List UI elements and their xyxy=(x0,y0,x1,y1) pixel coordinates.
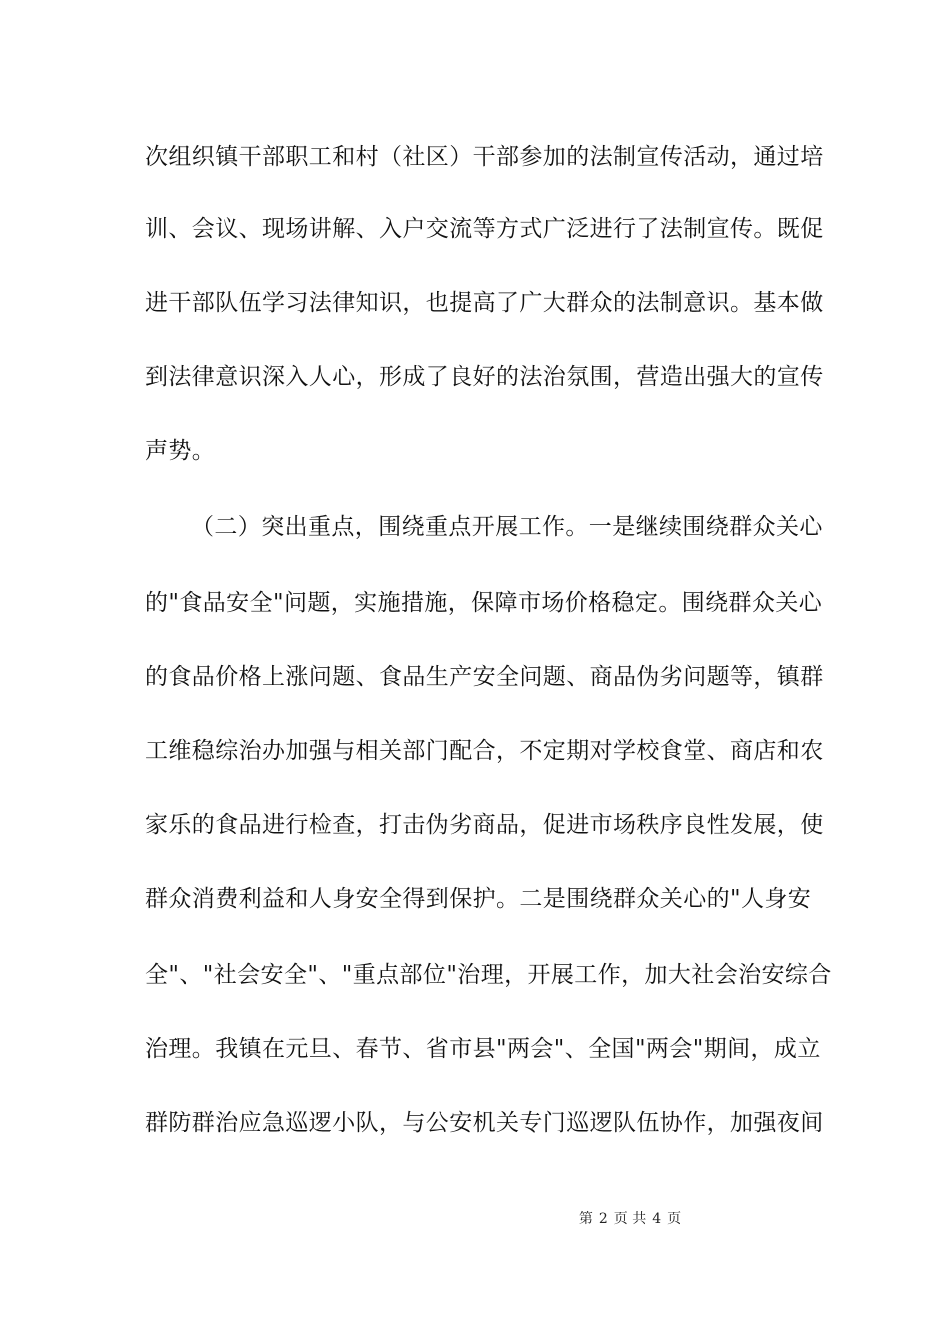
footer-prefix: 第 xyxy=(578,1211,593,1227)
body-line-2: 训、会议、现场讲解、入户交流等方式广泛进行了法制宣传。既促 xyxy=(145,216,824,242)
footer-suffix: 页 xyxy=(667,1211,682,1227)
body-line-7: 的"食品安全"问题，实施措施，保障市场价格稳定。围绕群众关心 xyxy=(145,590,823,616)
body-line-3: 进干部队伍学习法律知识，也提高了广大群众的法制意识。基本做 xyxy=(145,290,824,316)
paragraph-2-first-line: （二）突出重点，围绕重点开展工作。一是继续围绕群众关心 xyxy=(191,514,823,540)
body-line-11: 群众消费利益和人身安全得到保护。二是围绕群众关心的"人身安 xyxy=(145,886,812,912)
page-number xyxy=(155,1210,950,1228)
body-line-13: 治理。我镇在元旦、春节、省市县"两会"、全国"两会"期间，成立 xyxy=(145,1036,821,1062)
body-line-10: 家乐的食品进行检查，打击伪劣商品，促进市场秩序良性发展，使 xyxy=(145,812,824,838)
body-line-12: 全"、"社会安全"、"重点部位"治理，开展工作，加大社会治安综合 xyxy=(145,962,832,988)
body-line-4: 到法律意识深入人心，形成了良好的法治氛围，营造出强大的宣传 xyxy=(145,364,824,390)
page-footer xyxy=(0,1210,950,1228)
body-line-1: 次组织镇干部职工和村（社区）干部参加的法制宣传活动，通过培 xyxy=(145,144,824,170)
body-line-5: 声势。 xyxy=(145,438,216,464)
body-line-9: 工维稳综治办加强与相关部门配合，不定期对学校食堂、商店和农 xyxy=(145,738,824,764)
footer-total-pages: 4 xyxy=(652,1211,662,1227)
body-line-14: 群防群治应急巡逻小队，与公安机关专门巡逻队伍协作，加强夜间 xyxy=(145,1110,824,1136)
footer-current-page: 2 xyxy=(598,1211,608,1227)
footer-middle: 页 共 xyxy=(613,1211,647,1227)
body-line-8: 的食品价格上涨问题、食品生产安全问题、商品伪劣问题等，镇群 xyxy=(145,664,824,690)
